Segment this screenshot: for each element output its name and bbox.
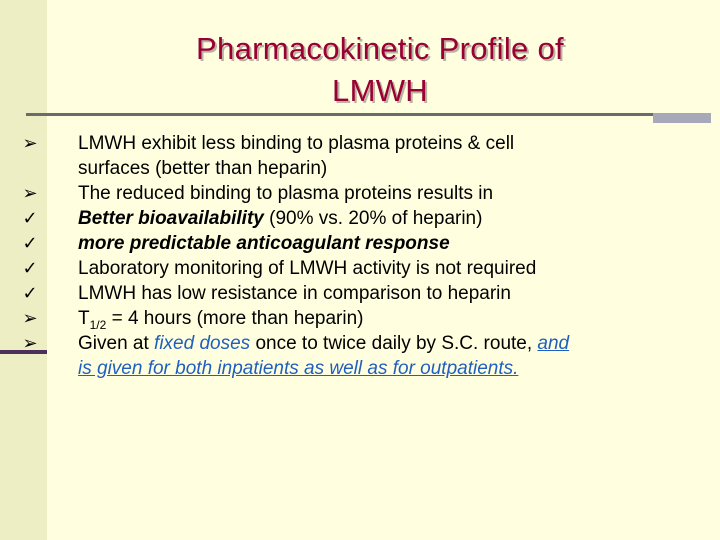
bullet-item <box>18 281 708 306</box>
inpatients-link[interactable]: and <box>537 333 570 354</box>
arrow-bullet-icon: ➢ <box>22 183 38 204</box>
bullet-text: once to twice daily by S.C. route, <box>250 333 538 354</box>
slide-title <box>80 28 680 112</box>
half-life-subscript: 1/2 <box>89 317 107 332</box>
bullet-item <box>18 181 708 206</box>
arrow-bullet-icon: ➢ <box>22 333 38 354</box>
fixed-doses-text: fixed doses <box>154 333 251 354</box>
bullet-text: (90% vs. 20% of heparin) <box>263 208 483 229</box>
bullet-text: Given at <box>78 333 155 354</box>
bullet-item <box>18 131 708 181</box>
bullet-item <box>18 331 708 381</box>
half-life-symbol: T <box>78 308 90 329</box>
bullet-text: Laboratory monitoring of LMWH activity is not required <box>78 258 537 279</box>
title-shadow-bar <box>653 113 711 123</box>
bullet-emphasis: more predictable anticoagulant response <box>78 233 450 254</box>
bullet-list <box>18 131 708 381</box>
checkmark-bullet-icon: ✓ <box>22 233 38 254</box>
bullet-text: The reduced binding to plasma proteins results in <box>78 183 494 204</box>
inpatients-link-continued[interactable]: is given for both inpatients as well as for outpatients. <box>78 358 519 379</box>
title-underline <box>26 113 685 116</box>
bullet-item <box>18 256 708 281</box>
bullet-text: LMWH exhibit less binding to plasma proteins & cell <box>78 133 515 154</box>
arrow-bullet-icon: ➢ <box>22 133 38 154</box>
bullet-text: = 4 hours (more than heparin) <box>106 308 364 329</box>
checkmark-bullet-icon: ✓ <box>22 258 38 279</box>
bullet-item <box>18 206 708 231</box>
checkmark-bullet-icon: ✓ <box>22 208 38 229</box>
bullet-item <box>18 306 708 331</box>
title-line-2: LMWH <box>332 73 428 108</box>
bullet-text: LMWH has low resistance in comparison to heparin <box>78 283 511 304</box>
bullet-emphasis: Better bioavailability <box>78 208 264 229</box>
bullet-text-continued: surfaces (better than heparin) <box>78 158 328 179</box>
arrow-bullet-icon: ➢ <box>22 308 38 329</box>
checkmark-bullet-icon: ✓ <box>22 283 38 304</box>
bullet-item <box>18 231 708 256</box>
title-line-1: Pharmacokinetic Profile of <box>196 31 564 66</box>
